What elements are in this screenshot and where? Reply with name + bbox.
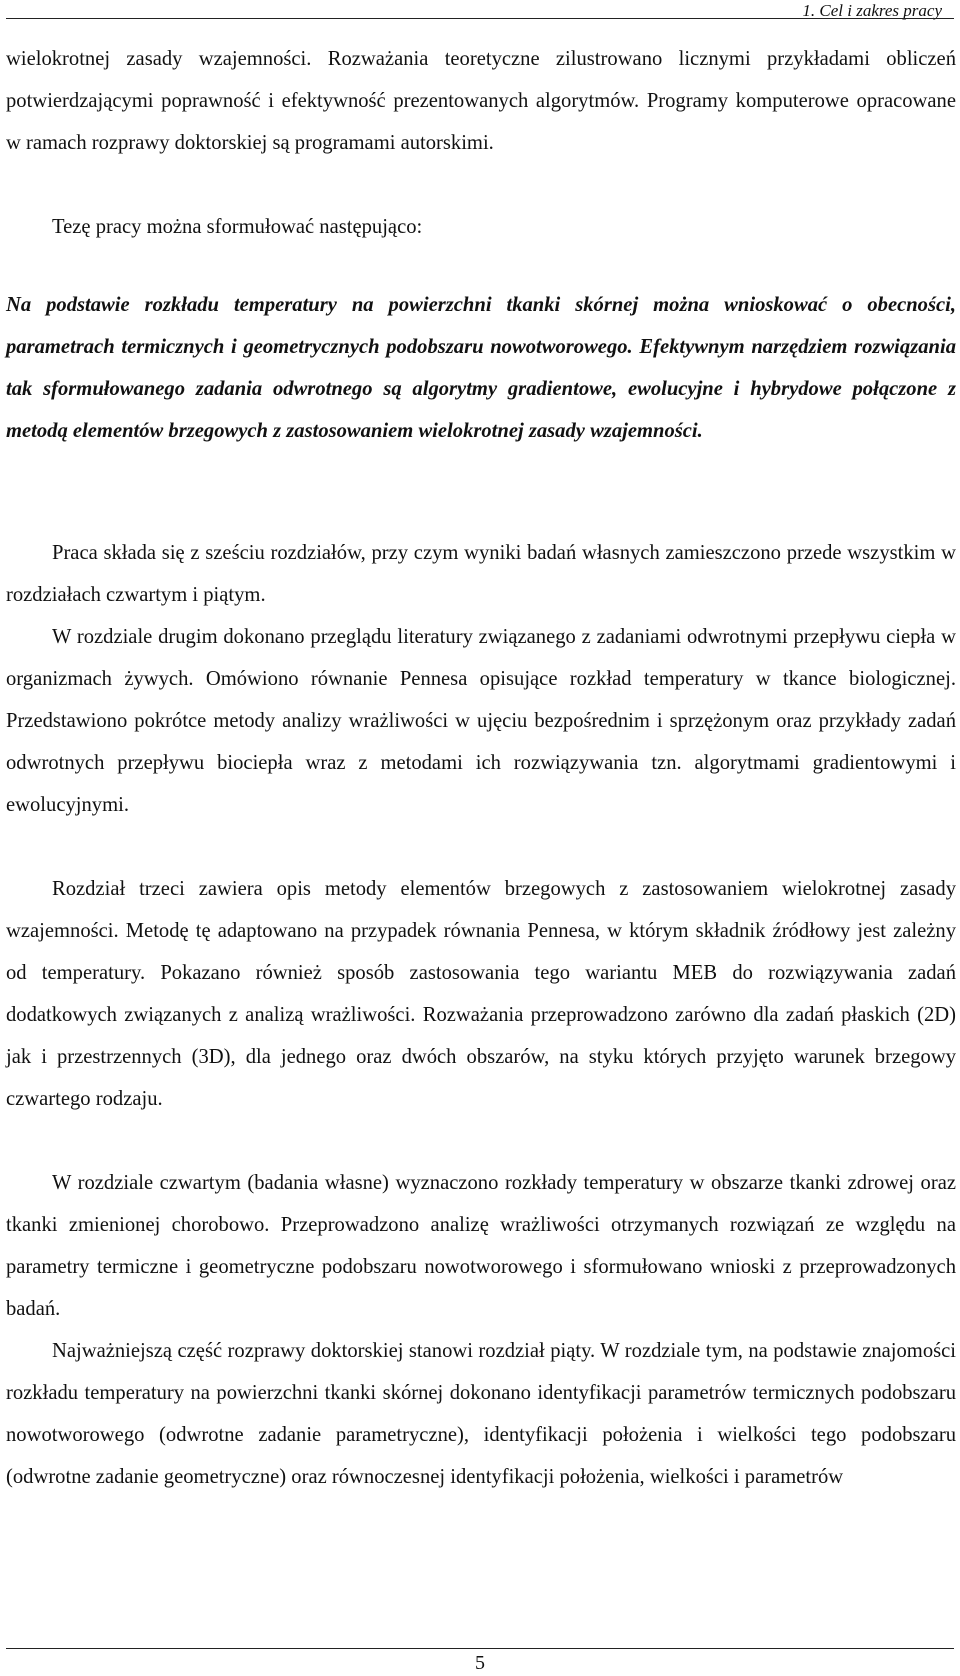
paragraph-chapter-5: Najważniejszą część rozprawy doktorskiej stanowi rozdział piąty. W rozdziale tym, na podstawie znajomości rozkładu temperatury na powierzchni tkanki skórnej dokonano identyfikacji parametrów termicznych podobszaru nowotworowego (odwrotne zadanie parametryczne), identyfikacji położenia i wielkości tego podobszaru (odwrotne zadanie geometryczne) oraz równoczesnej identyfikacji położenia, wielkości i parametrów [6, 1340, 956, 1488]
paragraph-thesis-lead: Tezę pracy można sformułować następująco: [52, 216, 423, 238]
thesis-statement: Na podstawie rozkładu temperatury na powierzchni tkanki skórnej można wnioskować o obecności, parametrach termicznych i geometrycznych podobszaru nowotworowego. Efektywnym narzędziem rozwiązania tak sformułowanego zadania odwrotnego są algorytmy gradientowe, ewolucyjne i hybrydowe połączone z metodą elementów brzegowych z zastosowaniem wielokrotnej zasady wzajemności. [6, 294, 956, 442]
paragraph-intro: wielokrotnej zasady wzajemności. Rozważania teoretyczne zilustrowano licznymi przykładami obliczeń potwierdzającymi poprawność i efektywność prezentowanych algorytmów. Programy komputerowe opracowane w ramach rozprawy doktorskiej są programami autorskimi. [6, 48, 956, 154]
paragraph-structure: Praca składa się z sześciu rozdziałów, przy czym wyniki badań własnych zamieszczono przede wszystkim w rozdziałach czwartym i piątym. [6, 542, 956, 606]
paragraph-chapter-4: W rozdziale czwartym (badania własne) wyznaczono rozkłady temperatury w obszarze tkanki zdrowej oraz tkanki zmienionej chorobowo. Przeprowadzono analizę wrażliwości otrzymanych rozwiązań ze względu na parametry termiczne i geometryczne podobszaru nowotworowego i sformułowano wnioski z przeprowadzonych badań. [6, 1172, 956, 1320]
running-header: 1. Cel i zakres pracy [802, 1, 942, 20]
header-rule [6, 18, 954, 19]
footer-rule [6, 1648, 954, 1649]
page-number: 5 [475, 1652, 485, 1674]
paragraph-chapter-3: Rozdział trzeci zawiera opis metody elementów brzegowych z zastosowaniem wielokrotnej zasady wzajemności. Metodę tę adaptowano na przypadek równania Pennesa, w którym składnik źródłowy jest zależny od temperatury. Pokazano również sposób zastosowania tego wariantu MEB do rozwiązywania zadań dodatkowych związanych z analizą wrażliwości. Rozważania przeprowadzono zarówno dla zadań płaskich (2D) jak i przestrzennych (3D), dla jednego oraz dwóch obszarów, na styku których przyjęto warunek brzegowy czwartego rodzaju. [6, 878, 956, 1110]
paragraph-chapter-2: W rozdziale drugim dokonano przeglądu literatury związanego z zadaniami odwrotnymi przepływu ciepła w organizmach żywych. Omówiono równanie Pennesa opisujące rozkład temperatury w tkance biologicznej. Przedstawiono pokrótce metody analizy wrażliwości w ujęciu bezpośrednim i sprzężonym oraz przykłady zadań odwrotnych przepływu biociepła wraz z metodami ich rozwiązywania tzn. algorytmami gradientowymi i ewolucyjnymi. [6, 626, 956, 816]
